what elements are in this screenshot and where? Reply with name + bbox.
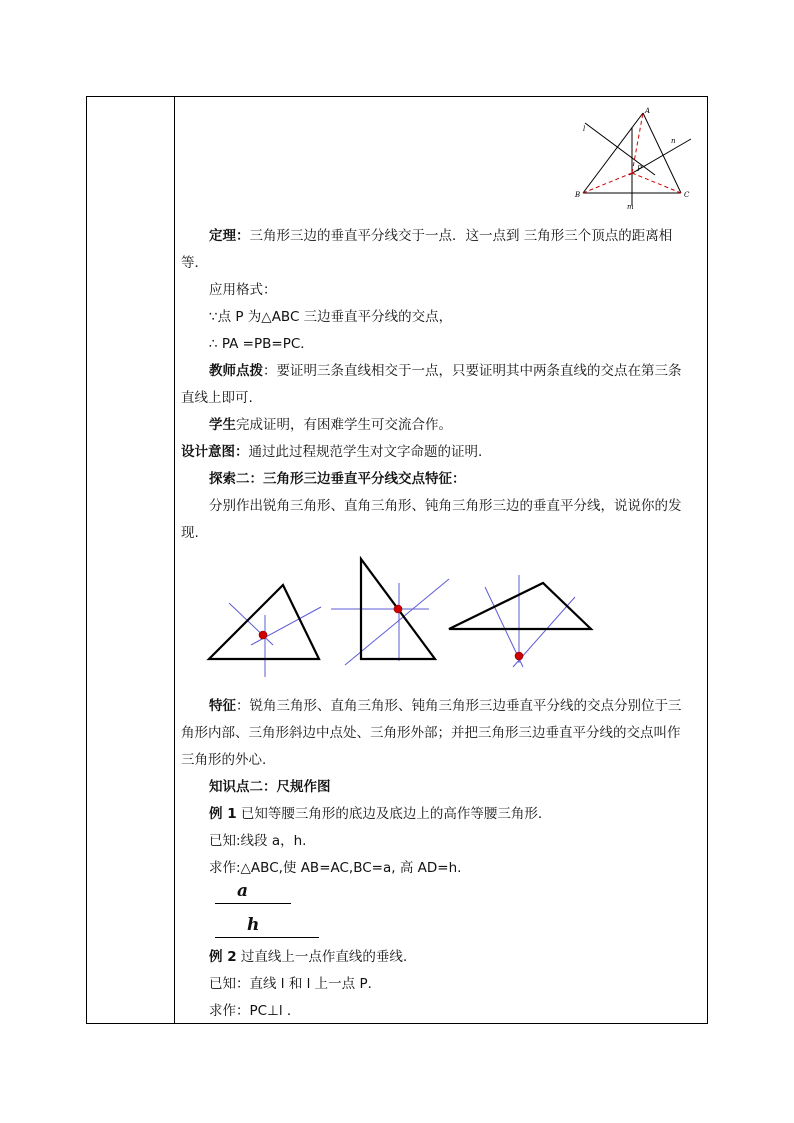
feature-text-3: 三角形的外心. (181, 752, 267, 768)
example1-line (209, 805, 542, 823)
right-triangle (331, 559, 449, 665)
segment-h (215, 937, 319, 938)
knowledge2-title: 知识点二：尺规作图 (209, 779, 331, 795)
design-text: 通过此过程规范学生对文字命题的证明. (248, 444, 483, 460)
label-b: B (575, 191, 581, 199)
feature-text-1: ：锐角三角形、直角三角形、钝角三角形三边垂直平分线的交点分别位于三 (236, 698, 682, 714)
three-triangles-figure (181, 555, 703, 679)
segment-h-label: h (247, 915, 260, 935)
application-line-1: ∵点 P 为△ABC 三边垂直平分线的交点， (209, 309, 453, 325)
feature-label: 特征 (209, 698, 236, 714)
example1-label: 例 1 (209, 806, 237, 822)
segment-a (215, 903, 291, 904)
label-n: n (671, 137, 676, 145)
segment-a-label: a (237, 881, 249, 901)
label-l: l (583, 125, 586, 133)
explore2-text-1: 分别作出锐角三角形、直角三角形、钝角三角形三边的垂直平分线，说说你的发 (209, 498, 682, 514)
example1-construct: 求作:△ABC,使 AB=AC,BC=a, 高 AD=h. (209, 860, 462, 876)
application-title: 应用格式： (209, 282, 277, 298)
teacher-tip-label: 教师点拨 (209, 363, 263, 379)
triangle-abc-figure (563, 105, 703, 215)
label-c: C (684, 191, 690, 199)
example2-text: 过直线上一点作直线的垂线. (236, 949, 408, 965)
theorem-label: 定理： (209, 228, 250, 244)
student-label: 学生 (209, 417, 236, 433)
teacher-tip-text-2: 直线上即可. (181, 390, 253, 406)
example2-label: 例 2 (209, 949, 237, 965)
example2-line (209, 948, 407, 966)
example2-given: 已知：直线 l 和 l 上一点 P． (209, 976, 382, 992)
lesson-table (86, 96, 708, 1024)
label-p: P (637, 165, 642, 173)
content-cell (181, 97, 703, 1023)
column-divider (174, 97, 175, 1023)
theorem-text-2: 等． (181, 255, 208, 271)
explore2-text-2: 现. (181, 525, 199, 541)
example1-given: 已知:线段 a，h. (209, 833, 307, 849)
feature-line-1 (209, 697, 682, 715)
student-line (209, 416, 452, 434)
example1-text: 已知等腰三角形的底边及底边上的高作等腰三角形. (236, 806, 543, 822)
teacher-tip-line-1 (209, 362, 682, 380)
label-a: A (645, 107, 651, 115)
acute-triangle (209, 585, 321, 677)
design-line (181, 443, 482, 461)
obtuse-triangle (449, 575, 591, 667)
student-text: 完成证明，有困难学生可交流合作。 (236, 417, 452, 433)
design-label: 设计意图： (181, 444, 249, 460)
explore2-title: 探索二：三角形三边垂直平分线交点特征： (209, 471, 466, 487)
application-line-2: ∴ PA =PB=PC． (209, 336, 314, 352)
teacher-tip-text-1: ：要证明三条直线相交于一点，只要证明其中两条直线的交点在第三条 (263, 363, 682, 379)
theorem-text-1: 三角形三边的垂直平分线交于一点．这一点到 三角形三个顶点的距离相 (249, 228, 673, 244)
example2-construct: 求作：PC⊥l ． (209, 1003, 301, 1019)
feature-text-2: 角形内部、三角形斜边中点处、三角形外部；并把三角形三边垂直平分线的交点叫作 (181, 725, 681, 741)
theorem-line-1 (209, 227, 672, 245)
label-m: m (627, 203, 634, 211)
